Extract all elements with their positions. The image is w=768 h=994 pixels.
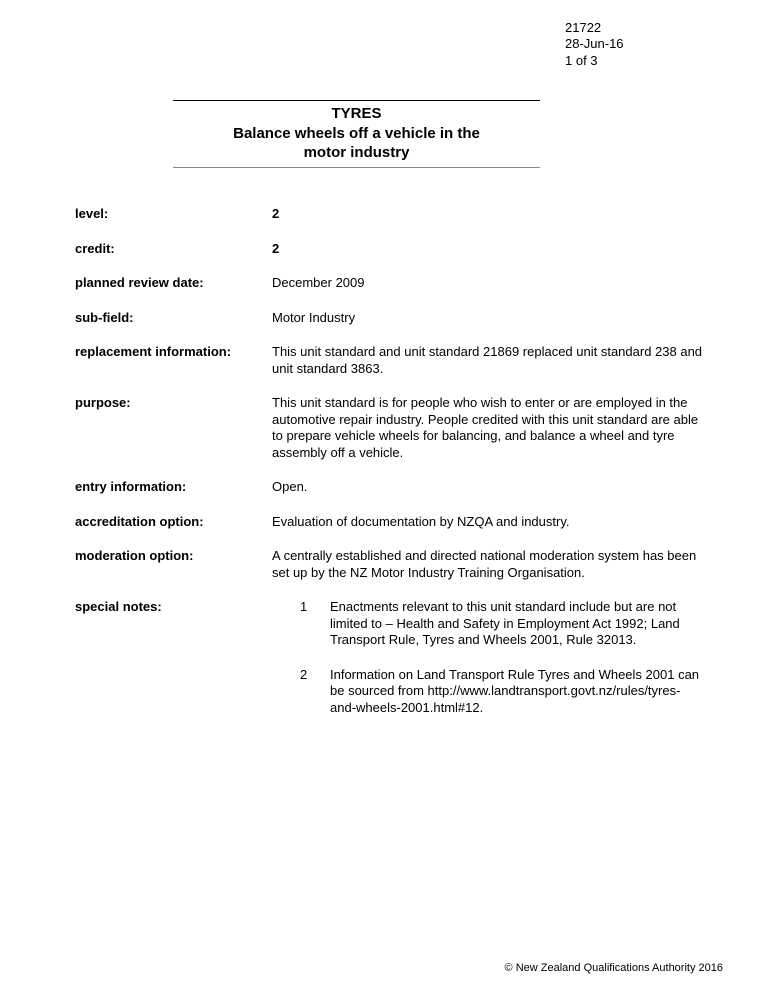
- field-value: 2: [272, 240, 280, 256]
- doc-date: 28-Jun-16: [565, 36, 624, 52]
- field-label: purpose:: [75, 395, 131, 410]
- special-notes-list: [272, 599, 703, 716]
- field-row-planned-review-date: [75, 275, 703, 292]
- field-row-moderation-option: [75, 548, 703, 581]
- document-header: [565, 20, 624, 69]
- field-row-entry-information: [75, 479, 703, 496]
- field-row-level: [75, 206, 703, 223]
- field-row-replacement-information: [75, 344, 703, 377]
- field-label: planned review date:: [75, 275, 204, 290]
- field-label: special notes:: [75, 599, 162, 614]
- field-row-accreditation-option: [75, 514, 703, 531]
- note-number: 1: [300, 599, 308, 614]
- field-value: A centrally established and directed national moderation system has been set up by the NZ Motor Industry Training Organisation.: [272, 548, 697, 580]
- field-row-credit: [75, 241, 703, 258]
- footer-copyright: © New Zealand Qualifications Authority 2016: [504, 962, 723, 974]
- field-row-sub-field: [75, 310, 703, 327]
- field-value: This unit standard is for people who wish to enter or are employed in the automotive repair industry. People credited with this unit standard are able to prepare vehicle wheels for balancing, and balance a wheel and tyre assembly off a vehicle.: [272, 395, 699, 460]
- field-value: This unit standard and unit standard 21869 replaced unit standard 238 and unit standard 3863.: [272, 344, 703, 376]
- field-label: credit:: [75, 240, 115, 256]
- field-value: Motor Industry: [272, 309, 356, 325]
- field-label: accreditation option:: [75, 513, 204, 529]
- special-note-item: [300, 599, 703, 649]
- field-value: 2: [272, 206, 280, 221]
- note-number: 2: [300, 666, 308, 682]
- field-value: Evaluation of documentation by NZQA and industry.: [272, 513, 570, 529]
- note-text: Information on Land Transport Rule Tyres and Wheels 2001 can be sourced from http://www.landtransport.govt.nz/rules/tyres-and-wheels-2001.html#12.: [330, 666, 700, 715]
- field-row-special-notes: [75, 599, 703, 716]
- special-note-item: [300, 667, 703, 717]
- field-label: sub-field:: [75, 309, 134, 325]
- document-title: TYRES: [331, 105, 382, 122]
- field-value: December 2009: [272, 275, 365, 290]
- note-text: Enactments relevant to this unit standard include but are not limited to – Health and Safety in Employment Act 1992; Land Transport Rule, Tyres and Wheels 2001, Rule 32013.: [330, 599, 680, 647]
- document-body: [75, 206, 703, 734]
- field-value: Open.: [272, 479, 308, 494]
- title-block: [173, 100, 540, 168]
- field-label: replacement information:: [75, 344, 232, 359]
- field-row-purpose: [75, 395, 703, 461]
- doc-number: 21722: [565, 20, 602, 35]
- document-subtitle-line1: Balance wheels off a vehicle in the: [233, 124, 480, 142]
- document-subtitle-line2: motor industry: [303, 144, 410, 161]
- title-rule-top: [173, 100, 540, 101]
- field-label: entry information:: [75, 479, 187, 494]
- doc-page-count: 1 of 3: [565, 52, 598, 68]
- field-label: moderation option:: [75, 548, 194, 563]
- field-label: level:: [75, 206, 109, 221]
- title-rule-bottom: [173, 167, 540, 168]
